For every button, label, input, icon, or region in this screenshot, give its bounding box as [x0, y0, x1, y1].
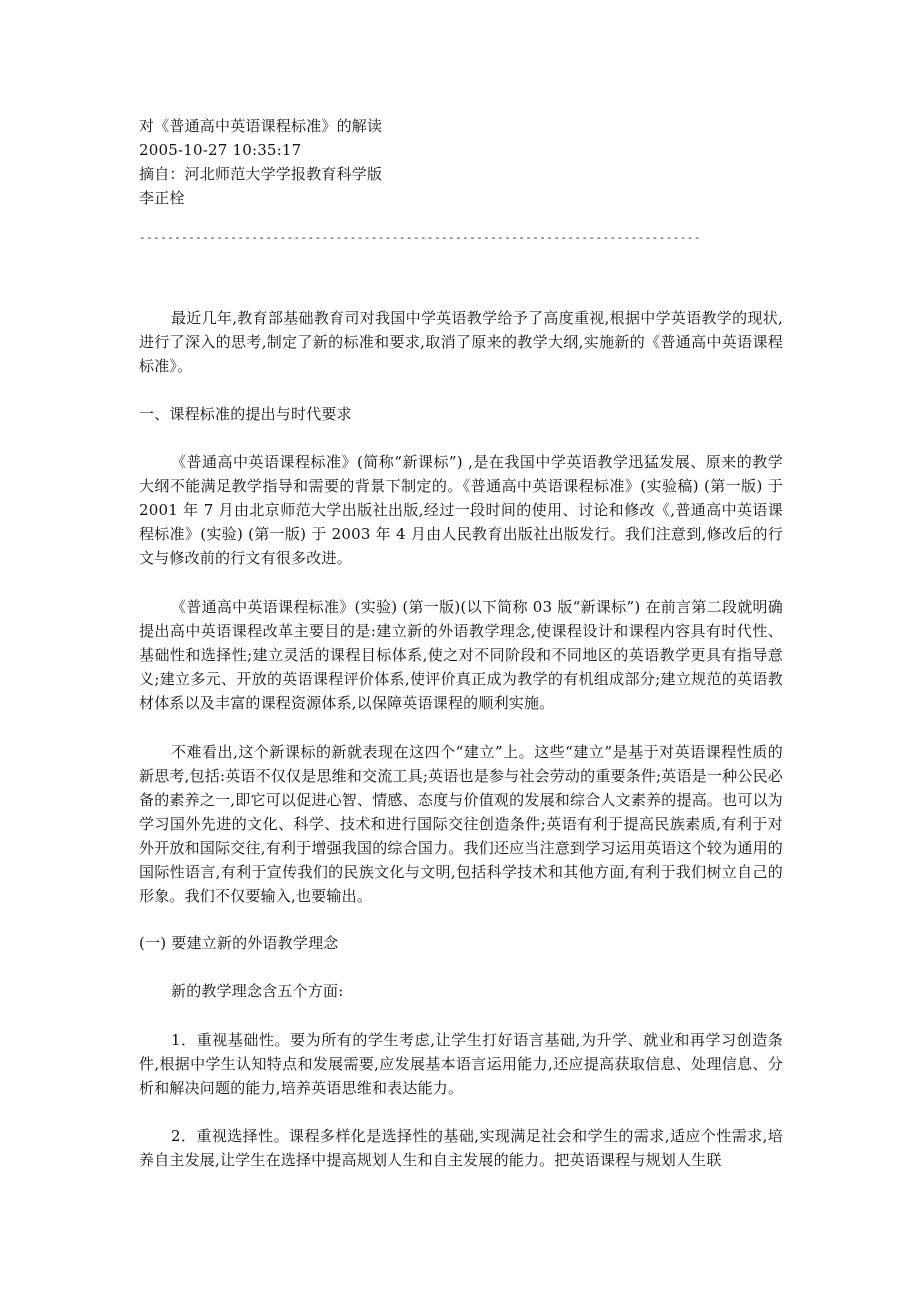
article-author: 李正栓 — [139, 189, 185, 207]
point-2-paragraph: 2．重视选择性。课程多样化是选择性的基础,实现满足社会和学生的需求,适应个性需求,培养自主发展,让学生在选择中提高规划人生和自主发展的能力。把英语课程与规划人生联 — [139, 1127, 783, 1169]
paragraph-2: 《普通高中英语课程标准》(实验) (第一版)(以下简称 03 版“新课标”) 在前言第二段就明确提出高中英语课程改革主要目的是:建立新的外语教学理念,使课程设计和课程内容具有时代性、基础性和选择性;建立灵活的课程目标体系,使之对不同阶段和不同地区的英语教学更具有指导意义;建立多元、开放的英语课程评价体系,使评价真正成为教学的有机组成部分;建立规范的英语教材体系以及丰富的课程资源体系,以保障英语课程的顺利实施。 — [139, 598, 783, 712]
article-datetime: 2005-10-27 10:35:17 — [139, 141, 302, 159]
intro-paragraph: 最近几年,教育部基础教育司对我国中学英语教学给予了高度重视,根据中学英语教学的现状,进行了深入的思考,制定了新的标准和要求,取消了原来的教学大纲,实施新的《普通高中英语课程标准》。 — [139, 309, 783, 375]
point-1-paragraph: 1．重视基础性。要为所有的学生考虑,让学生打好语言基础,为升学、就业和再学习创造条件,根据中学生认知特点和发展需要,应发展基本语言运用能力,还应提高获取信息、处理信息、分析和解决问题的能力,培养英语思维和表达能力。 — [139, 1031, 783, 1097]
separator-line: -------------------------------------------------------------------------------- — [139, 231, 701, 244]
paragraph-1: 《普通高中英语课程标准》(简称“新课标”) ,是在我国中学英语教学迅猛发展、原来的教学大纲不能满足教学指导和需要的背景下制定的。《普通高中英语课程标准》(实验稿) (第一版) 于 2001 年 7 月由北京师范大学出版社出版,经过一段时间的使用、讨论和修改《,普通高中英语课程标准》(实验) (第一版) 于 2003 年 4 月由人民教育出版社出版发行。我们注意到,修改后的行文与修改前的行文有很多改进。 — [139, 453, 783, 567]
concepts-intro: 新的教学理念含五个方面: — [171, 982, 344, 1000]
section1-heading: 一、课程标准的提出与时代要求 — [139, 405, 352, 423]
article-title: 对《普通高中英语课程标准》的解读 — [139, 117, 383, 135]
paragraph-3: 不难看出,这个新课标的新就表现在这四个“建立”上。这些“建立”是基于对英语课程性质的新思考,包括:英语不仅仅是思维和交流工具;英语也是参与社会劳动的重要条件;英语是一种公民必备的素养之一,即它可以促进心智、情感、态度与价值观的发展和综合人文素养的提高。也可以为学习国外先进的文化、科学、技术和进行国际交往创造条件;英语有利于提高民族素质,有利于对外开放和国际交往,有利于增强我国的综合国力。我们还应当注意到学习运用英语这个较为通用的国际性语言,有利于宣传我们的民族文化与文明,包括科学技术和其他方面,有利于我们树立自己的形象。我们不仅要输入,也要输出。 — [139, 743, 783, 905]
article-source: 摘自：河北师范大学学报教育科学版 — [139, 165, 383, 183]
section-a-heading: (一) 要建立新的外语教学理念 — [139, 934, 339, 952]
